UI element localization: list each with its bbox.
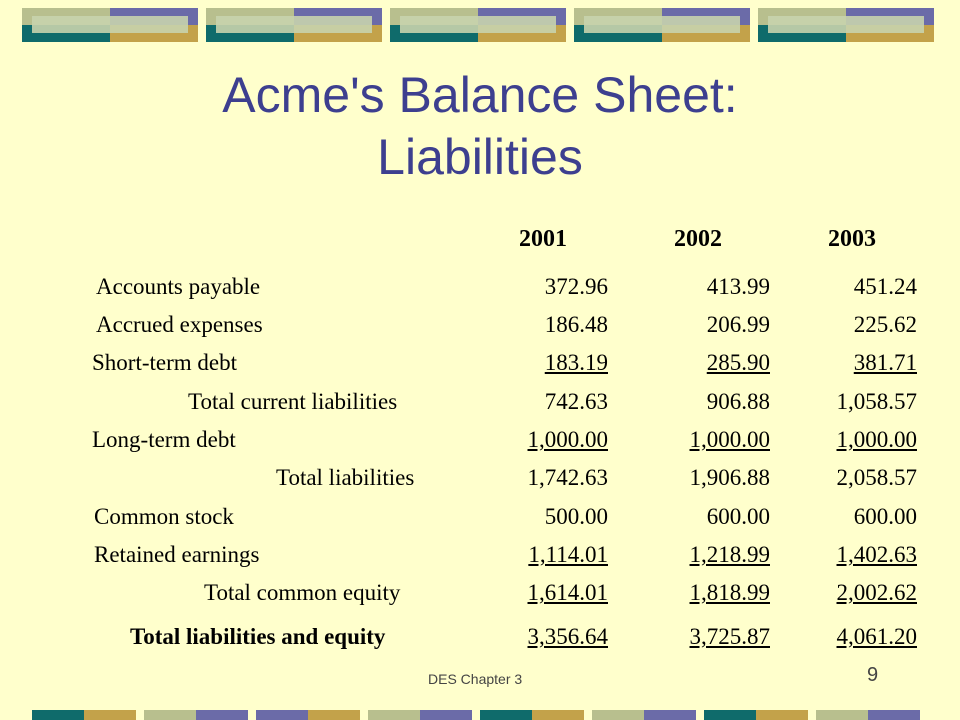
value-2002: 1,218.99 — [689, 542, 770, 567]
value-2003: 1,058.57 — [836, 389, 917, 414]
row-label: Total common equity — [204, 580, 401, 605]
table-row — [0, 504, 960, 532]
value-2001: 1,000.00 — [527, 427, 608, 452]
value-2001: 1,614.01 — [527, 580, 608, 605]
value-2003: 225.62 — [853, 312, 917, 337]
row-label: Accrued expenses — [96, 312, 263, 337]
row-label: Total current liabilities — [188, 389, 398, 414]
title-line-2: Liabilities — [377, 129, 583, 185]
decor-block — [206, 8, 382, 42]
row-label: Total liabilities and equity — [130, 624, 386, 649]
value-2002: 206.99 — [706, 312, 770, 337]
value-2001: 3,356.64 — [527, 624, 608, 649]
row-label: Retained earnings — [94, 542, 260, 567]
value-2001: 742.63 — [544, 389, 608, 414]
year-2002: 2002 — [674, 226, 722, 252]
value-2002: 600.00 — [706, 504, 770, 529]
table-row — [0, 389, 960, 417]
value-2003: 2,058.57 — [836, 465, 917, 490]
value-2002: 1,818.99 — [689, 580, 770, 605]
table-row — [0, 542, 960, 570]
decor-block — [574, 8, 750, 42]
row-label: Total liabilities — [276, 465, 415, 490]
value-2001: 183.19 — [544, 350, 608, 375]
value-2001: 1,742.63 — [527, 465, 608, 490]
row-label: Accounts payable — [96, 274, 261, 299]
table-row — [0, 427, 960, 455]
value-2003: 2,002.62 — [836, 580, 917, 605]
value-2003: 4,061.20 — [836, 624, 917, 649]
table-row — [0, 274, 960, 302]
row-label: Short-term debt — [92, 350, 237, 375]
value-2002: 1,000.00 — [689, 427, 770, 452]
title-line-1: Acme's Balance Sheet: — [222, 67, 738, 123]
value-2001: 372.96 — [544, 274, 608, 299]
value-2003: 1,000.00 — [836, 427, 917, 452]
value-2003: 1,402.63 — [836, 542, 917, 567]
table-row — [0, 350, 960, 378]
value-2002: 413.99 — [706, 274, 770, 299]
slide-title — [0, 64, 960, 188]
bottom-decorative-band — [32, 710, 932, 720]
decor-block — [758, 8, 934, 42]
value-2001: 186.48 — [544, 312, 608, 337]
value-2002: 906.88 — [706, 389, 770, 414]
row-label: Common stock — [94, 504, 234, 529]
value-2001: 1,114.01 — [528, 542, 608, 567]
decor-block — [22, 8, 198, 42]
footer-text: DES Chapter 3 — [428, 671, 523, 687]
row-label: Long-term debt — [92, 427, 236, 452]
page-number: 9 — [867, 664, 879, 686]
table-row — [0, 580, 960, 608]
value-2002: 3,725.87 — [689, 624, 770, 649]
value-2003: 381.71 — [853, 350, 917, 375]
value-2001: 500.00 — [544, 504, 608, 529]
value-2002: 1,906.88 — [689, 465, 770, 490]
year-2003: 2003 — [828, 226, 876, 252]
decor-block — [390, 8, 566, 42]
value-2002: 285.90 — [706, 350, 770, 375]
table-row — [0, 312, 960, 340]
year-2001: 2001 — [519, 226, 567, 252]
table-row — [0, 465, 960, 493]
value-2003: 600.00 — [853, 504, 917, 529]
table-row-total — [0, 624, 960, 652]
top-decorative-band — [22, 8, 942, 42]
value-2003: 451.24 — [853, 274, 917, 299]
